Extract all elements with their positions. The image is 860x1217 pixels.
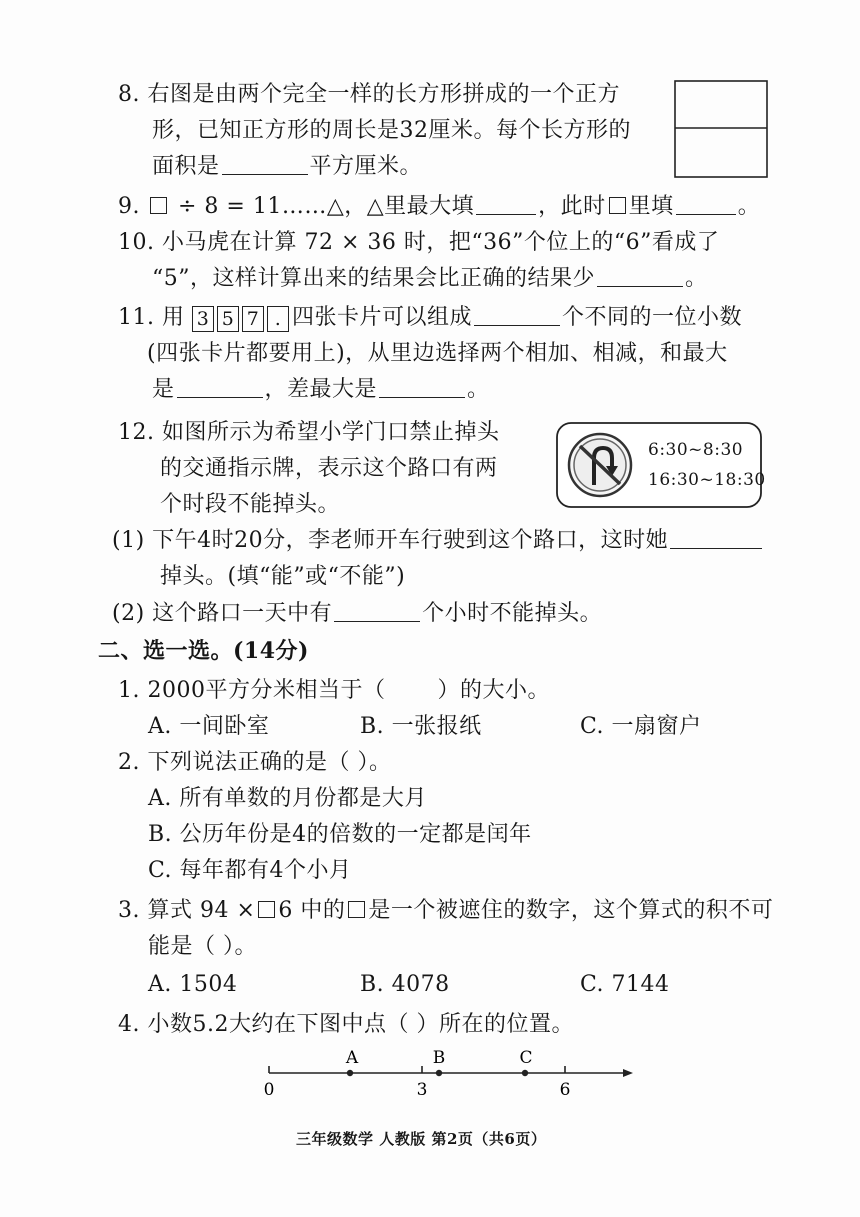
q8-line3-text-b: 平方厘米。 — [309, 154, 423, 179]
q12-line3: 个时段不能掉头。 — [160, 492, 341, 517]
q11-text-b: 四张卡片可以组成 — [291, 305, 472, 330]
c1-stem-a: 1. 2000平方分米相当于（ — [118, 678, 386, 703]
no-u-turn-traffic-sign — [556, 422, 762, 508]
q9-text-d: 里填 — [628, 194, 674, 219]
q12-sub2-text-b: 个小时不能掉头。 — [422, 601, 603, 626]
q11-line2: (四张卡片都要用上)，从里边选择两个相加、相减，和最大 — [147, 341, 728, 366]
sign-time-range-1: 6:30~8:30 — [648, 440, 744, 460]
c3-stem-b: 6 中的 — [278, 898, 346, 923]
q11-max-sum-blank[interactable] — [177, 375, 263, 398]
c3-stem-a: 3. 算式 94 × — [118, 898, 256, 923]
q11-text-e: ，差最大是 — [264, 377, 378, 402]
c3-stem-c: 是一个被遮住的数字，这个算式的积不可 — [368, 898, 774, 923]
c3-option-c[interactable]: C. 7144 — [580, 972, 670, 997]
square-box-icon — [348, 901, 365, 918]
q12-sub1-line1 — [112, 526, 764, 556]
q9-text-c: ，此时 — [538, 194, 606, 219]
q8-line2: 形，已知正方形的周长是32厘米。每个长方形的 — [152, 118, 631, 143]
c1-stem — [118, 676, 550, 706]
q11-count-blank[interactable] — [474, 303, 560, 326]
number-card: 5 — [217, 306, 239, 332]
q9-text-e: 。 — [737, 194, 761, 219]
q12-line2: 的交通指示牌，表示这个路口有两 — [160, 456, 498, 481]
c1-option-c[interactable]: C. 一扇窗户 — [580, 714, 702, 739]
q10-text-b: 。 — [685, 266, 708, 291]
c2-stem: 2. 下列说法正确的是（ ）。 — [118, 750, 392, 775]
tick-label-3: 3 — [416, 1080, 428, 1100]
section-heading: 二、选一选。(14分) — [98, 638, 309, 664]
c3-option-a[interactable]: A. 1504 — [148, 972, 238, 997]
point-b-label: B — [432, 1048, 446, 1068]
q12-sub2-blank[interactable] — [334, 599, 420, 622]
q10-line1: 10. 小马虎在计算 72 × 36 时，把“36”个位上的“6”看成了 — [118, 230, 720, 255]
c3-option-b[interactable]: B. 4078 — [360, 972, 450, 997]
c3-stem-line2: 能是（ ）。 — [148, 934, 257, 959]
c1-stem-b: ）的大小。 — [437, 678, 550, 703]
point-c-label: C — [519, 1048, 533, 1068]
number-card: 7 — [242, 306, 264, 332]
q11-text-c: 个不同的一位小数 — [562, 305, 743, 330]
square-box-icon — [609, 197, 626, 214]
q8-line3-text-a: 面积是 — [152, 154, 220, 179]
q12-sub1-text: (1) 下午4时20分，李老师开车行驶到这个路口，这时她 — [112, 528, 669, 553]
q12-sub1-line2: 掉头。(填“能”或“不能”) — [160, 564, 406, 589]
q11-text-f: 。 — [467, 377, 490, 402]
tick-label-0: 0 — [263, 1080, 275, 1100]
q8-answer-blank[interactable] — [222, 152, 308, 175]
q10-answer-blank[interactable] — [597, 264, 683, 287]
q11-text-d: 是 — [152, 377, 175, 402]
q9-square-blank[interactable] — [676, 192, 736, 215]
c1-option-a[interactable]: A. 一间卧室 — [148, 714, 270, 739]
c1-option-b[interactable]: B. 一张报纸 — [360, 714, 482, 739]
two-rectangles-square-figure — [674, 80, 768, 178]
page-footer: 三年级数学 人教版 第2页（共6页） — [296, 1130, 547, 1148]
sign-time-range-2: 16:30~18:30 — [648, 470, 766, 490]
q11-max-diff-blank[interactable] — [379, 375, 465, 398]
q12-sub2-text-a: (2) 这个路口一天中有 — [112, 601, 333, 626]
q9-number: 9. — [118, 194, 148, 219]
c4-stem: 4. 小数5.2大约在下图中点（ ）所在的位置。 — [118, 1012, 574, 1037]
point-a-label: A — [345, 1048, 359, 1068]
q12-sub1-blank[interactable] — [670, 526, 762, 549]
square-box-icon — [150, 197, 167, 214]
tick-label-6: 6 — [559, 1080, 571, 1100]
q10-text-a: “5”，这样计算出来的结果会比正确的结果少 — [152, 266, 595, 291]
q9-triangle-blank[interactable] — [476, 192, 536, 215]
q11-number: 11. 用 — [118, 305, 185, 330]
q9-text-b: ÷ 8 = 11……△，△里最大填 — [170, 194, 475, 219]
decimal-point-card: . — [267, 306, 289, 332]
q11-line3 — [152, 375, 490, 405]
q8-line3 — [152, 152, 422, 182]
q10-line2 — [152, 264, 708, 294]
number-card: 3 — [192, 306, 214, 332]
q12-sub2-line — [112, 599, 602, 629]
c2-option-c[interactable]: C. 每年都有4个小月 — [148, 858, 352, 883]
q8-line1: 8. 右图是由两个完全一样的长方形拼成的一个正方 — [118, 82, 620, 107]
q9-line — [118, 192, 760, 222]
square-box-icon — [258, 901, 275, 918]
c3-stem-line1 — [118, 896, 773, 926]
number-line — [255, 1045, 645, 1105]
q11-line1 — [118, 303, 742, 333]
q12-line1: 12. 如图所示为希望小学门口禁止掉头 — [118, 420, 500, 445]
c2-option-b[interactable]: B. 公历年份是4的倍数的一定都是闰年 — [148, 822, 532, 847]
c2-option-a[interactable]: A. 所有单数的月份都是大月 — [148, 786, 427, 811]
